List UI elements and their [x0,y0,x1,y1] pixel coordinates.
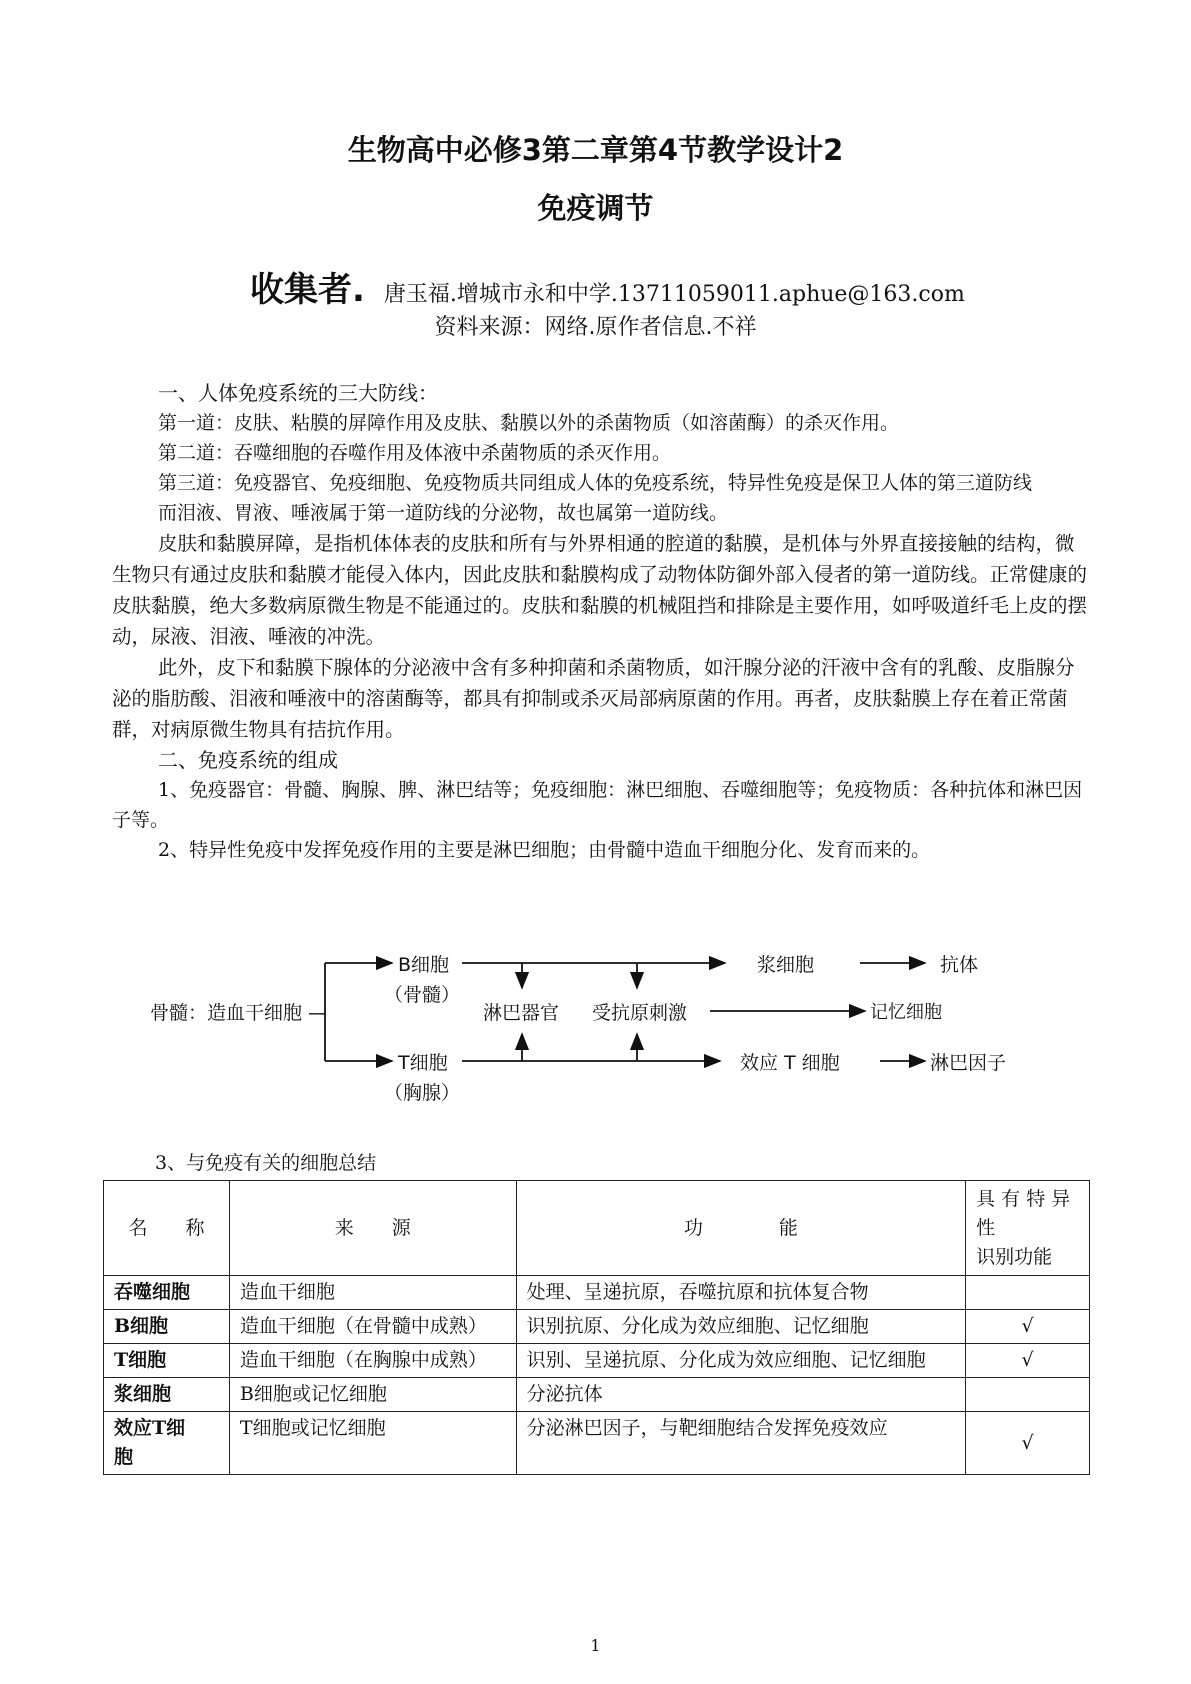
table-row [104,1276,1090,1310]
header-name: 名 称 [104,1181,230,1276]
cell-function: 处理、呈递抗原，吞噬抗原和抗体复合物 [516,1276,966,1310]
defense-line-2: 第二道：吞噬细胞的吞噬作用及体液中杀菌物质的杀灭作用。 [158,442,672,464]
page-title: 生物高中必修3第二章第4节教学设计2 [347,133,844,167]
cell-name: 效应T细胞 [104,1412,230,1475]
composition-item-2: 2、特异性免疫中发挥免疫作用的主要是淋巴细胞；由骨髓中造血干细胞分化、发育而来的。 [158,839,931,861]
cell-source: B细胞或记忆细胞 [229,1378,516,1412]
cell-specific: √ [966,1344,1090,1378]
diagram-b-cell: B细胞 [398,954,450,976]
table-header-row [104,1181,1090,1276]
diagram-memory-cell: 记忆细胞 [870,1002,942,1023]
table-row [104,1344,1090,1378]
cell-specific: √ [966,1310,1090,1344]
table-caption: 3、与免疫有关的细胞总结 [155,1152,377,1174]
header-specific-line-3: 识别功能 [976,1245,1053,1268]
lymphocyte-diagram [150,952,1100,1142]
defense-line-4: 而泪液、胃液、唾液属于第一道防线的分泌物，故也属第一道防线。 [158,502,729,524]
header-specific-line-2: 性 [976,1216,996,1239]
composition-item-1: 1、免疫器官：骨髓、胸腺、脾、淋巴结等；免疫细胞：淋巴细胞、吞噬细胞等；免疫物质：各种抗体和淋巴因子等。 [112,779,1083,831]
section1-heading: 一、人体免疫系统的三大防线： [158,381,438,405]
diagram-t-site: （胸腺） [384,1082,461,1104]
collector-line [250,262,965,311]
header-function: 功 能 [516,1181,966,1276]
cell-source: T细胞或记忆细胞 [229,1412,516,1475]
collector-label: 收集者. [250,270,365,310]
defense-line-3: 第三道：免疫器官、免疫细胞、免疫物质共同组成人体的免疫系统，特异性免疫是保卫人体的第三道防线 [158,472,1033,494]
section2-heading: 二、免疫系统的组成 [158,748,338,772]
table-row [104,1310,1090,1344]
cell-source: 造血干细胞（在胸腺中成熟） [229,1344,516,1378]
cell-source: 造血干细胞（在骨髓中成熟） [229,1310,516,1344]
cell-function: 分泌淋巴因子，与靶细胞结合发挥免疫效应 [516,1412,966,1475]
diagram-antigen-stimulus: 受抗原刺激 [592,1002,688,1024]
source-line: 资料来源：网络.原作者信息.不祥 [434,315,757,340]
cell-name: T细胞 [104,1344,230,1378]
cell-source: 造血干细胞 [229,1276,516,1310]
page-number: 1 [590,1636,601,1655]
cell-function: 分泌抗体 [516,1378,966,1412]
cell-name: B细胞 [104,1310,230,1344]
table-row [104,1412,1090,1475]
cell-name: 浆细胞 [104,1378,230,1412]
diagram-plasma-cell: 浆细胞 [757,954,815,976]
diagram-b-site: （骨髓） [384,984,461,1006]
header-specific-line-1: 具 有 特 异 [976,1187,1071,1210]
section-defense-lines [112,378,1088,865]
diagram-effector-t: 效应 T 细胞 [740,1052,840,1074]
cell-function: 识别抗原、分化成为效应细胞、记忆细胞 [516,1310,966,1344]
cell-specific: √ [966,1412,1090,1475]
skin-barrier-paragraph: 皮肤和黏膜屏障，是指机体体表的皮肤和所有与外界相通的腔道的黏膜，是机体与外界直接接触的结构，微生物只有通过皮肤和黏膜才能侵入体内，因此皮肤和黏膜构成了动物体防御外部入侵者的第一道防线。正常健康的皮肤黏膜，绝大多数病原微生物是不能通过的。皮肤和黏膜的机械阻挡和排除是主要作用，如呼吸道纤毛上皮的摆动，尿液、泪液、唾液的冲洗。 [112,532,1088,648]
defense-line-1: 第一道：皮肤、粘膜的屏障作用及皮肤、黏膜以外的杀菌物质（如溶菌酶）的杀灭作用。 [158,412,900,434]
cell-function: 识别、呈递抗原、分化成为效应细胞、记忆细胞 [516,1344,966,1378]
cell-specific [966,1276,1090,1310]
diagram-lymph-organ: 淋巴器官 [483,1002,560,1024]
page-subtitle: 免疫调节 [537,191,654,225]
header-specific [966,1181,1090,1276]
collector-info: 唐玉福.增城市永和中学.13711059011.aphue@163.com [383,282,965,307]
immune-cells-table [103,1180,1090,1475]
cell-name: 吞噬细胞 [104,1276,230,1310]
diagram-origin: 骨髓：造血干细胞 — [150,1002,328,1024]
secretion-paragraph: 此外，皮下和黏膜下腺体的分泌液中含有多种抑菌和杀菌物质，如汗腺分泌的汗液中含有的乳酸、皮脂腺分泌的脂肪酸、泪液和唾液中的溶菌酶等，都具有抑制或杀灭局部病原菌的作用。再者，皮肤黏膜上存在着正常菌群，对病原微生物具有拮抗作用。 [112,656,1075,741]
header-source: 来 源 [229,1181,516,1276]
diagram-t-cell: T细胞 [398,1052,448,1074]
table-row [104,1378,1090,1412]
diagram-lines [150,952,1100,1142]
diagram-antibody: 抗体 [940,954,979,976]
diagram-lymphokine: 淋巴因子 [930,1052,1007,1074]
cell-specific [966,1378,1090,1412]
